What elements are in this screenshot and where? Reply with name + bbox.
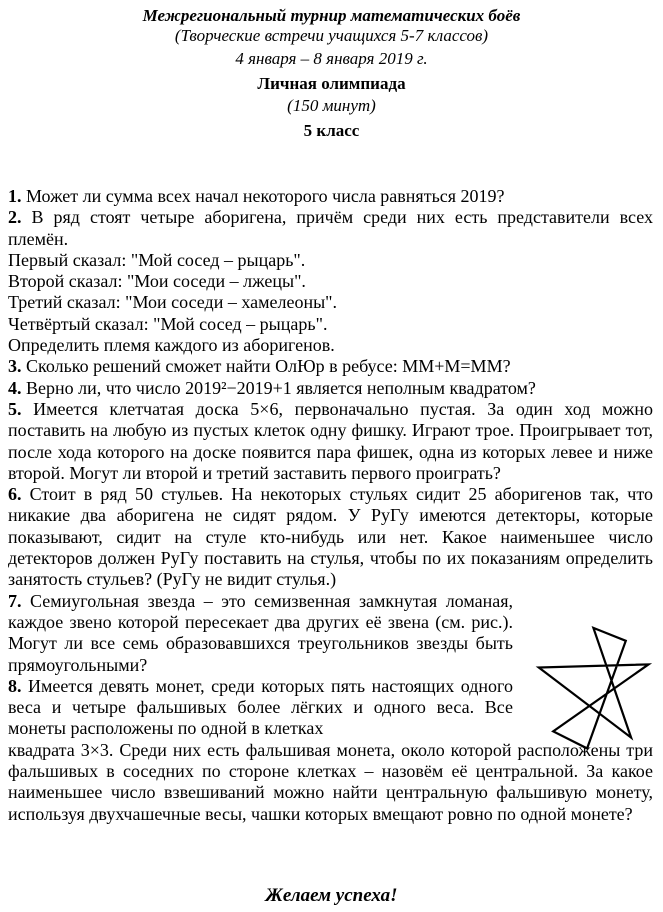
- problem-6: 6. Стоит в ряд 50 стульев. На некоторых стульях сидит 25 аборигенов так, что никакие два аборигена не сидят рядом. У РуГу имеются детекторы, которые показывают, сидит на стуле кто-нибудь или нет. Какое наименьшее число детекторов должен РуГу поставить на стулья, чтобы по их показаниям определить занятость стульев? (РуГу не видит стулья.): [8, 484, 653, 590]
- problem-7: 7. Семиугольная звезда – это семизвенная замкнутая ломаная, каждое звено которой пересекает два других её звена (см. рис.). Могут ли все семь образовавшихся треугольников звезды быть прямоугольными?: [8, 590, 513, 675]
- problem-8: 8. Имеется девять монет, среди которых пять настоящих одного веса и четыре фальшивых более лёгких и одного веса. Все монеты расположены по одной в клетках: [8, 675, 513, 739]
- olympiad-duration: (150 минут): [287, 96, 376, 115]
- tournament-subtitle: (Творческие встречи учащихся 5-7 классов): [174, 26, 489, 45]
- problem-1: 1. Может ли сумма всех начал некоторого числа равняться 2019?: [8, 186, 505, 206]
- problem-3: 3. Сколько решений сможет найти ОлЮр в ребусе: ММ+М=ММ?: [8, 356, 511, 377]
- problem-4: 4. Верно ли, что число 2019²−2019+1 является неполным квадратом?: [8, 377, 536, 398]
- statement-1: Первый сказал: "Мой сосед – рыцарь".: [8, 249, 306, 270]
- olympiad-title: Личная олимпиада: [257, 74, 406, 93]
- tournament-title: Межрегиональный турнир математических боёв: [142, 6, 521, 25]
- problem-5: 5. Имеется клетчатая доска 5×6, первоначально пустая. За один ход можно поставить на любую из пустых клеток одну фишку. Играют трое. Проигрывает тот, после хода которого на доске появится пара фишек, одна из которых левее и ниже второй. Могут ли второй и третий заставить первого проиграть?: [8, 398, 653, 483]
- problem-2-question: Определить племя каждого из аборигенов.: [8, 335, 335, 356]
- problem-2: 2. В ряд стоят четыре аборигена, причём среди них есть представители всех племён.: [8, 207, 653, 249]
- statement-3: Третий сказал: "Мои соседи – хамелеоны".: [8, 292, 338, 313]
- statement-2: Второй сказал: "Мои соседи – лжецы".: [8, 271, 306, 292]
- grade-label: 5 класс: [303, 121, 360, 140]
- heptagram-star-icon: [525, 622, 653, 752]
- statement-4: Четвёртый сказал: "Мой сосед – рыцарь".: [8, 313, 328, 334]
- tournament-dates: 4 января – 8 января 2019 г.: [235, 49, 428, 68]
- closing-wish: Желаем успеха!: [265, 885, 398, 906]
- problem-8-continued: квадрата 3×3. Среди них есть фальшивая монета, около которой расположены три фальшивых в соседних по стороне клетках – назовём её центральной. За какое наименьшее число взвешиваний можно найти центральную фальшивую монету, используя двухчашечные весы, чашки которых вмещают ровно по одной монете?: [8, 739, 653, 824]
